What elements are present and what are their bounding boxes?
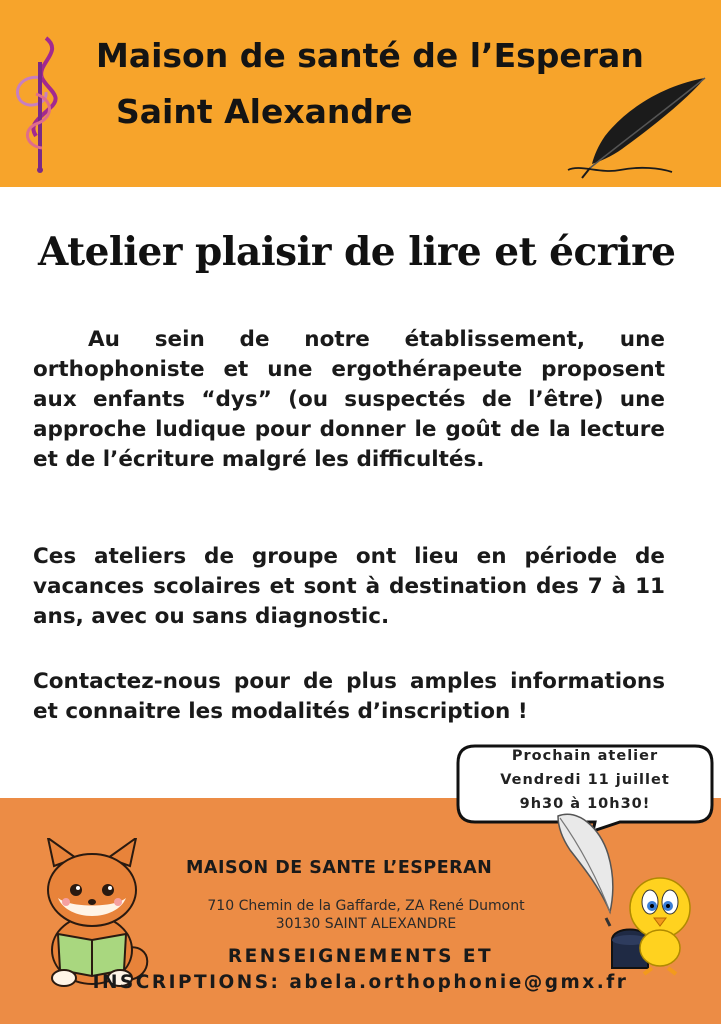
footer-contact-heading: RENSEIGNEMENTS ET — [227, 946, 494, 967]
intro-paragraph: Au sein de notre établissement, une orthophoniste et une ergothérapeute proposent aux enfants “dys” (ou suspectés de l’être) une approche ludique pour donner le goût de la lecture et de l’écriture malgré les difficultés. — [33, 327, 665, 472]
footer-contact-email[interactable]: INSCRIPTIONS: abela.orthophonie@gmx.fr — [92, 972, 629, 993]
header-banner — [0, 0, 721, 187]
header-title-line2: Saint Alexandre — [116, 92, 413, 131]
next-workshop-date: Vendredi 11 juillet — [500, 772, 670, 788]
quill-pen-icon — [560, 74, 710, 180]
caduceus-icon — [6, 34, 78, 174]
footer-address — [176, 897, 556, 933]
footer-org-name: MAISON DE SANTE L’ESPERAN — [186, 858, 493, 878]
schedule-paragraph: Ces ateliers de groupe ont lieu en période de vacances scolaires et sont à destination des 7 à 11 ans, avec ou sans diagnostic. — [33, 544, 665, 629]
next-workshop-time: 9h30 à 10h30! — [519, 796, 651, 812]
footer-address-line2: 30130 SAINT ALEXANDRE — [275, 916, 457, 932]
atelier-title: Atelier plaisir de lire et écrire — [38, 229, 676, 275]
header-title-line1: Maison de santé de l’Esperan — [96, 36, 644, 75]
next-workshop-label: Prochain atelier — [511, 748, 659, 764]
contact-paragraph: Contactez-nous pour de plus amples informations et connaitre les modalités d’inscription ! — [33, 669, 665, 724]
footer-address-line1: 710 Chemin de la Gaffarde, ZA René Dumont — [207, 898, 525, 914]
